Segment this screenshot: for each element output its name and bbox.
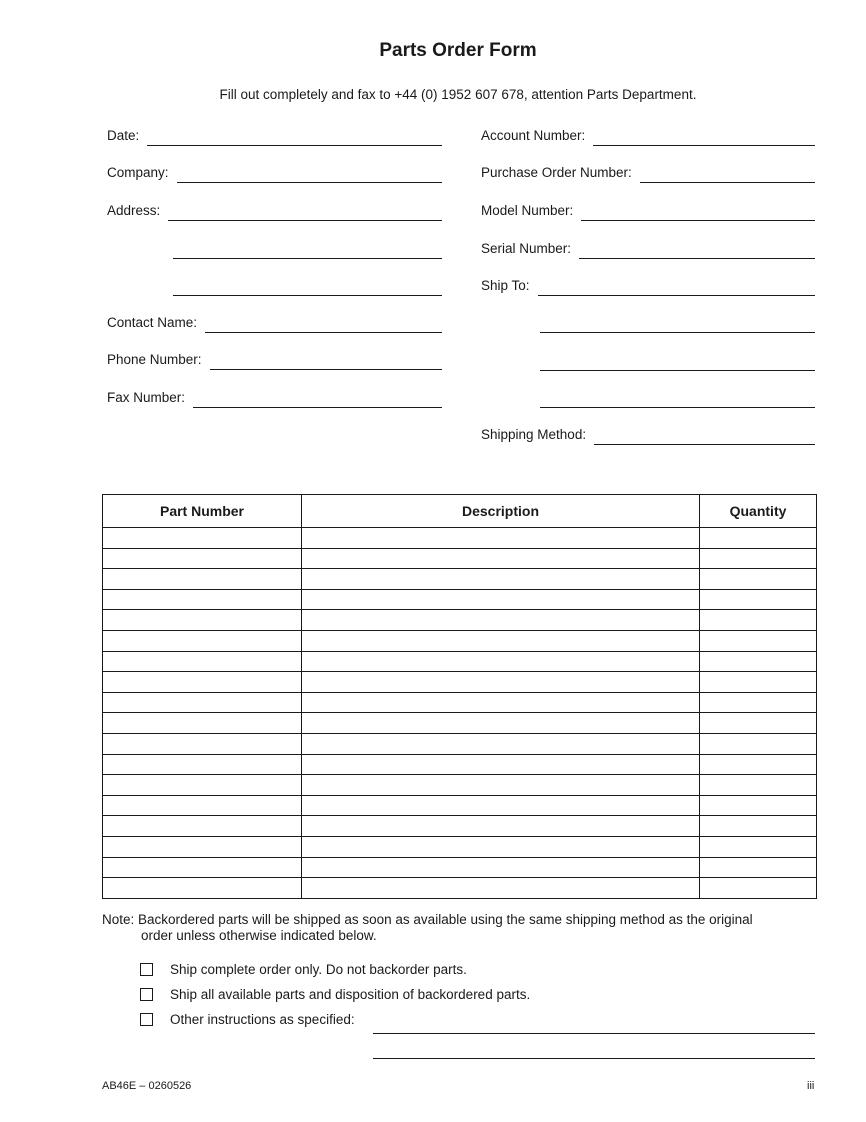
- date-input-line[interactable]: [147, 125, 442, 146]
- description-cell[interactable]: [302, 816, 700, 837]
- option-ship-complete: [140, 962, 467, 977]
- date-field: [107, 124, 442, 146]
- table-row: [103, 775, 817, 796]
- po-number-field: [481, 161, 815, 183]
- quantity-cell[interactable]: [700, 528, 817, 549]
- quantity-cell[interactable]: [700, 878, 817, 899]
- parts-table: [102, 494, 817, 899]
- shipping-method-field: [481, 423, 815, 445]
- table-row: [103, 672, 817, 693]
- account-number-label: Account Number:: [481, 128, 586, 143]
- part-number-header: Part Number: [103, 495, 302, 528]
- date-label: Date:: [107, 128, 140, 143]
- model-number-field: [481, 199, 815, 221]
- po-number-label: Purchase Order Number:: [481, 165, 632, 180]
- backorder-note: [102, 912, 822, 944]
- quantity-cell[interactable]: [700, 733, 817, 754]
- quantity-cell[interactable]: [700, 630, 817, 651]
- part-number-cell[interactable]: [103, 610, 302, 631]
- table-row: [103, 713, 817, 734]
- description-cell[interactable]: [302, 713, 700, 734]
- model-number-input-line[interactable]: [581, 200, 815, 221]
- part-number-cell[interactable]: [103, 651, 302, 672]
- quantity-cell[interactable]: [700, 836, 817, 857]
- quantity-cell[interactable]: [700, 713, 817, 734]
- address-input-line-1[interactable]: [168, 200, 442, 221]
- address-field: [107, 199, 442, 221]
- part-number-cell[interactable]: [103, 795, 302, 816]
- serial-number-input-line[interactable]: [579, 238, 815, 259]
- table-row: [103, 692, 817, 713]
- quantity-cell[interactable]: [700, 610, 817, 631]
- part-number-cell[interactable]: [103, 775, 302, 796]
- ship-to-input-line-2[interactable]: [540, 331, 815, 333]
- table-row: [103, 816, 817, 837]
- other-instructions-label: Other instructions as specified:: [170, 1012, 355, 1027]
- part-number-cell[interactable]: [103, 589, 302, 610]
- parts-table-body: [103, 528, 817, 899]
- part-number-cell[interactable]: [103, 816, 302, 837]
- part-number-cell[interactable]: [103, 733, 302, 754]
- description-header: Description: [302, 495, 700, 528]
- page-title: Parts Order Form: [379, 40, 537, 61]
- phone-number-input-line[interactable]: [210, 349, 442, 370]
- table-row: [103, 589, 817, 610]
- description-cell[interactable]: [302, 651, 700, 672]
- quantity-header: Quantity: [700, 495, 817, 528]
- ship-to-label: Ship To:: [481, 278, 530, 293]
- part-number-cell[interactable]: [103, 878, 302, 899]
- model-number-label: Model Number:: [481, 203, 574, 218]
- document-code: AB46E – 0260526: [102, 1080, 192, 1092]
- contact-name-field: [107, 311, 442, 333]
- description-cell[interactable]: [302, 672, 700, 693]
- description-cell[interactable]: [302, 589, 700, 610]
- other-instructions-input-line-2[interactable]: [373, 1057, 815, 1059]
- shipping-method-label: Shipping Method:: [481, 427, 587, 442]
- other-instructions-input-line-1[interactable]: [373, 1032, 815, 1034]
- description-cell[interactable]: [302, 775, 700, 796]
- contact-name-label: Contact Name:: [107, 315, 198, 330]
- table-row: [103, 630, 817, 651]
- table-row: [103, 857, 817, 878]
- note-line-1: Note: Backordered parts will be shipped as soon as available using the same shipping method as the original: [102, 912, 753, 927]
- table-row: [103, 548, 817, 569]
- address-input-line-2[interactable]: [173, 257, 442, 259]
- po-number-input-line[interactable]: [640, 162, 815, 183]
- page-number: iii: [807, 1080, 815, 1092]
- description-cell[interactable]: [302, 528, 700, 549]
- table-row: [103, 733, 817, 754]
- ship-to-input-line-4[interactable]: [540, 406, 815, 408]
- shipping-method-input-line[interactable]: [594, 424, 815, 445]
- other-instructions-checkbox[interactable]: [140, 1013, 153, 1026]
- description-cell[interactable]: [302, 857, 700, 878]
- part-number-cell[interactable]: [103, 754, 302, 775]
- part-number-cell[interactable]: [103, 857, 302, 878]
- phone-number-label: Phone Number:: [107, 352, 202, 367]
- description-cell[interactable]: [302, 878, 700, 899]
- ship-complete-label: Ship complete order only. Do not backorder parts.: [170, 962, 467, 977]
- ship-to-input-line-1[interactable]: [538, 275, 815, 296]
- fax-number-label: Fax Number:: [107, 390, 186, 405]
- ship-complete-checkbox[interactable]: [140, 963, 153, 976]
- address-input-line-3[interactable]: [173, 294, 442, 296]
- description-cell[interactable]: [302, 630, 700, 651]
- table-row: [103, 528, 817, 549]
- quantity-cell[interactable]: [700, 672, 817, 693]
- table-header-row: [103, 495, 817, 528]
- part-number-cell[interactable]: [103, 836, 302, 857]
- description-cell[interactable]: [302, 836, 700, 857]
- fax-number-field: [107, 386, 442, 408]
- company-field: [107, 161, 442, 183]
- description-cell[interactable]: [302, 610, 700, 631]
- ship-to-input-line-3[interactable]: [540, 369, 815, 371]
- address-label: Address:: [107, 203, 161, 218]
- quantity-cell[interactable]: [700, 651, 817, 672]
- note-line-2: order unless otherwise indicated below.: [141, 928, 377, 943]
- part-number-cell[interactable]: [103, 528, 302, 549]
- quantity-cell[interactable]: [700, 692, 817, 713]
- table-row: [103, 836, 817, 857]
- quantity-cell[interactable]: [700, 857, 817, 878]
- part-number-cell[interactable]: [103, 548, 302, 569]
- option-ship-available: [140, 987, 530, 1002]
- table-row: [103, 878, 817, 899]
- account-number-input-line[interactable]: [593, 125, 815, 146]
- description-cell[interactable]: [302, 569, 700, 590]
- description-cell[interactable]: [302, 795, 700, 816]
- table-row: [103, 569, 817, 590]
- quantity-cell[interactable]: [700, 816, 817, 837]
- option-other-instructions: [140, 1012, 355, 1027]
- quantity-cell[interactable]: [700, 754, 817, 775]
- part-number-cell[interactable]: [103, 692, 302, 713]
- part-number-cell[interactable]: [103, 630, 302, 651]
- description-cell[interactable]: [302, 548, 700, 569]
- part-number-cell[interactable]: [103, 713, 302, 734]
- quantity-cell[interactable]: [700, 569, 817, 590]
- table-row: [103, 651, 817, 672]
- table-row: [103, 795, 817, 816]
- company-label: Company:: [107, 165, 169, 180]
- ship-available-label: Ship all available parts and disposition of backordered parts.: [170, 987, 531, 1002]
- fax-number-input-line[interactable]: [193, 387, 442, 408]
- quantity-cell[interactable]: [700, 795, 817, 816]
- table-row: [103, 754, 817, 775]
- form-instructions: Fill out completely and fax to +44 (0) 1952 607 678, attention Parts Department.: [219, 87, 697, 102]
- description-cell[interactable]: [302, 754, 700, 775]
- phone-number-field: [107, 348, 442, 370]
- ship-available-checkbox[interactable]: [140, 988, 153, 1001]
- quantity-cell[interactable]: [700, 589, 817, 610]
- serial-number-field: [481, 237, 815, 259]
- account-number-field: [481, 124, 815, 146]
- description-cell[interactable]: [302, 692, 700, 713]
- description-cell[interactable]: [302, 733, 700, 754]
- serial-number-label: Serial Number:: [481, 241, 572, 256]
- contact-name-input-line[interactable]: [205, 312, 442, 333]
- table-row: [103, 610, 817, 631]
- part-number-cell[interactable]: [103, 672, 302, 693]
- ship-to-field: [481, 274, 815, 296]
- part-number-cell[interactable]: [103, 569, 302, 590]
- quantity-cell[interactable]: [700, 548, 817, 569]
- quantity-cell[interactable]: [700, 775, 817, 796]
- company-input-line[interactable]: [177, 162, 442, 183]
